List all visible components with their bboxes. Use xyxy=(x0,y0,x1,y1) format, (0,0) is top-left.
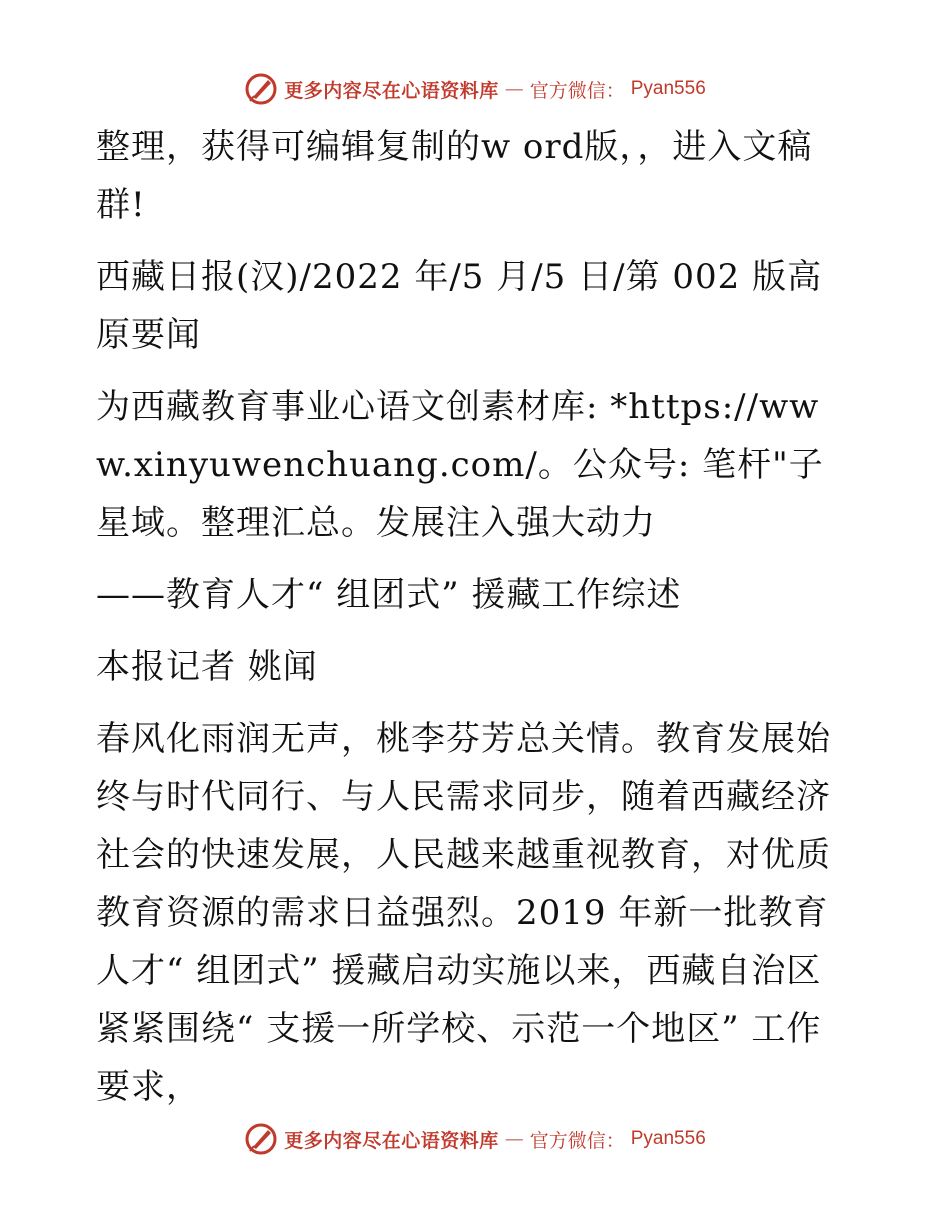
quill-circle-icon xyxy=(244,1122,278,1156)
watermark-dash: — xyxy=(504,1128,524,1150)
paragraph-byline: 本报记者 姚闻 xyxy=(96,647,318,687)
quill-circle-icon xyxy=(244,72,278,106)
watermark-wechat-id: Pyan556 xyxy=(630,78,706,99)
page-footer-watermark xyxy=(0,1122,950,1156)
document-body xyxy=(96,118,856,1130)
paragraph-source: 西藏日报(汉)/2022 年/5 月/5 日/第 002 版高原要闻 xyxy=(96,257,823,355)
page-header-watermark xyxy=(0,72,950,106)
watermark-dash: — xyxy=(504,78,524,100)
watermark-wechat-label: 官方微信： xyxy=(529,1129,625,1152)
paragraph-subtitle: ——教育人才“ 组团式” 援藏工作综述 xyxy=(96,575,682,615)
paragraph-body: 春风化雨润无声，桃李芬芳总关情。教育发展始终与时代同行、与人民需求同步，随着西藏经济社会的快速发展，人民越来越重视教育，对优质教育资源的需求日益强烈。2019 年新一批教育人才“ 组团式” 援藏启动实施以来，西藏自治区紧紧围绕“ 支援一所学校、示范一个地区” 工作要求， xyxy=(96,719,831,1107)
watermark-text: 更多内容尽在心语资料库 xyxy=(284,79,499,102)
watermark-wechat-id: Pyan556 xyxy=(630,1128,706,1149)
paragraph-intro: 整理，获得可编辑复制的w ord版，，进入文稿群! xyxy=(96,127,813,225)
watermark-wechat-label: 官方微信： xyxy=(529,79,625,102)
watermark-text: 更多内容尽在心语资料库 xyxy=(284,1129,499,1152)
paragraph-title: 为西藏教育事业心语文创素材库: *https://www.xinyuwenchuang.com/。公众号: 笔杆"子星域。整理汇总。发展注入强大动力 xyxy=(96,387,824,543)
